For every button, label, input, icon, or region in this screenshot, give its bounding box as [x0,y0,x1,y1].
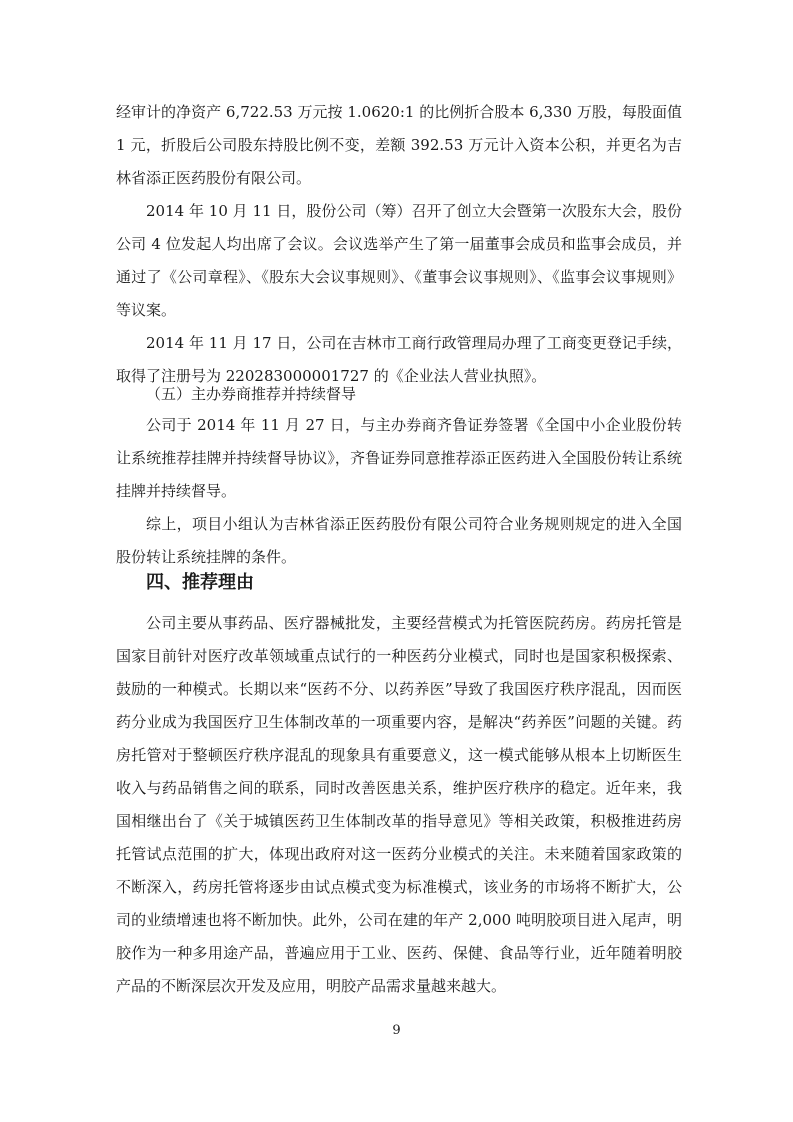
section-subheading: （五）主办券商推荐并持续督导 [146,385,357,403]
paragraph-recommendation-reasons: 公司主要从事药品、医疗器械批发，主要经营模式为托管医院药房。药房托管是国家目前针对医疗改革领域重点试行的一种医药分业模式，同时也是国家积极探索、鼓励的一种模式。长期以来“医药不分、以药养医”导致了我国医疗秩序混乱，因而医药分业成为我国医疗卫生体制改革的一项重要内容，是解决“药养医”问题的关键。药房托管对于整顿医疗秩序混乱的现象具有重要意义，这一模式能够从根本上切断医生收入与药品销售之间的联系，同时改善医患关系，维护医疗秩序的稳定。近年来，我国相继出台了《关于城镇医药卫生体制改革的指导意见》等相关政策，积极推进药房托管试点范围的扩大，体现出政府对这一医药分业模式的关注。未来随着国家政策的不断深入，药房托管将逐步由试点模式变为标准模式，该业务的市场将不断扩大，公司的业绩增速也将不断加快。此外，公司在建的年产 2,000 吨明胶项目进入尾声，明胶作为一种多用途产品，普遍应用于工业、医药、保健、食品等行业，近年随着明胶产品的不断深层次开发及应用，明胶产品需求量越来越大。 [116,614,682,995]
paragraph-share-conversion: 经审计的净资产 6,722.53 万元按 1.0620:1 的比例折合股本 6,330 万股，每股面值 1 元，折股后公司股东持股比例不变，差额 392.53 万元计入资本公积，并更名为吉林省添正医药股份有限公司。 [116,103,682,187]
page-number: 9 [392,1023,401,1038]
section-heading: 四、推荐理由 [146,572,254,593]
paragraph-founding-meeting: 2014 年 10 月 11 日，股份公司（筹）召开了创立大会暨第一次股东大会，股份公司 4 位发起人均出席了会议。会议选举产生了第一届董事会成员和监事会成员，并通过了《公司章程》、《股东大会议事规则》、《董事会议事规则》、《监事会议事规则》等议案。 [116,202,682,319]
paragraph-business-registration: 2014 年 11 月 17 日，公司在吉林市工商行政管理局办理了工商变更登记手续，取得了注册号为 220283000001727 的《企业法人营业执照》。 [116,334,682,385]
paragraph-sponsor-agreement: 公司于 2014 年 11 月 27 日，与主办券商齐鲁证券签署《全国中小企业股份转让系统推荐挂牌并持续督导协议》，齐鲁证券同意推荐添正医药进入全国股份转让系统挂牌并持续督导。 [116,416,682,500]
paragraph-conclusion: 综上，项目小组认为吉林省添正医药股份有限公司符合业务规则规定的进入全国股份转让系统挂牌的条件。 [116,515,682,566]
